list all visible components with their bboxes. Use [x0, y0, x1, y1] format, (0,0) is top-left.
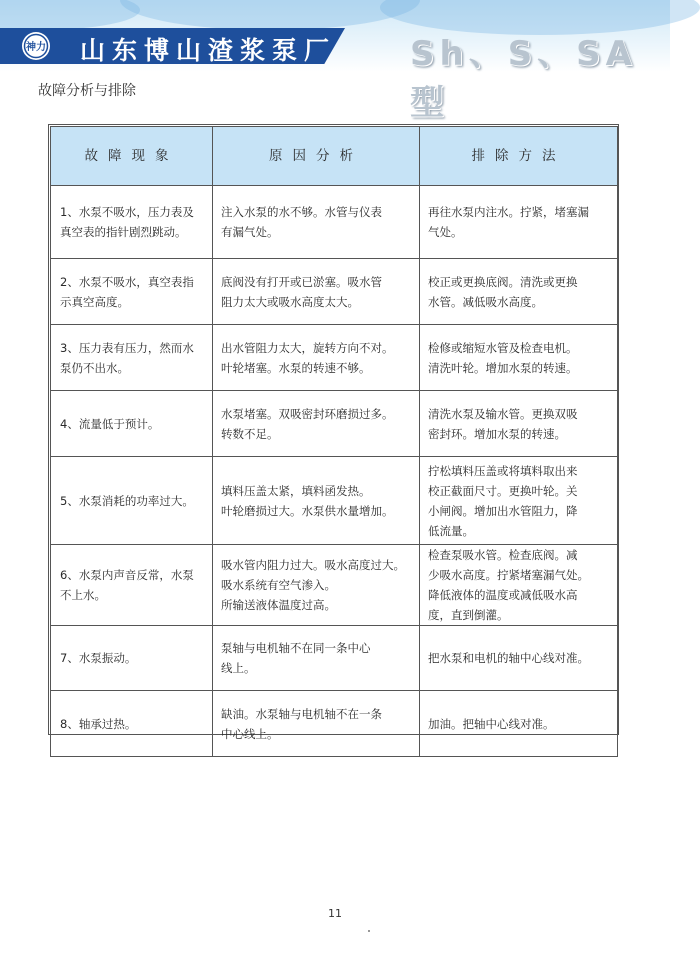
- cause-line: 注入水泵的水不够。水管与仪表: [221, 205, 382, 219]
- symptom-line: 8、轴承过热。: [60, 716, 137, 731]
- shenli-logo: [10, 30, 62, 62]
- pump-model-title: Sh、S、SA型: [410, 34, 637, 123]
- cause-line: 阻力太大或吸水高度太大。: [221, 294, 359, 309]
- symptom-cell: [51, 259, 213, 325]
- symptom-cell: [51, 691, 213, 757]
- remedy-line: 检修或缩短水管及检查电机。: [428, 340, 578, 355]
- symptom-cell: [51, 186, 213, 259]
- symptom-line: 5、水泵消耗的功率过大。: [60, 493, 194, 508]
- header-cause: 原因分析: [213, 127, 420, 186]
- cause-cell: [213, 391, 420, 457]
- cause-line: 吸水管内阻力过大。吸水高度过大。: [221, 558, 405, 572]
- symptom-line: 6、水泵内声音反常，水泵: [60, 568, 194, 582]
- symptom-line: 真空表的指针剧烈跳动。: [60, 225, 187, 239]
- remedy-cell: [420, 457, 618, 545]
- header-remedy: 排除方法: [420, 127, 618, 186]
- cause-line: 所输送液体温度过高。: [221, 598, 336, 612]
- symptom-line: 3、压力表有压力，然而水: [60, 340, 194, 355]
- table-row: [51, 186, 618, 259]
- symptom-line: 1、水泵不吸水，压力表及: [60, 205, 194, 219]
- symptom-cell: [51, 545, 213, 626]
- remedy-cell: [420, 325, 618, 391]
- remedy-line: 把水泵和电机的轴中心线对准。: [428, 651, 589, 665]
- cause-line: 缺油。水泵轴与电机轴不在一条: [221, 706, 382, 721]
- company-name: 山东博山渣浆泵厂: [80, 36, 337, 65]
- cause-line: 出水管阻力太大，旋转方向不对。: [221, 340, 394, 355]
- cause-cell: [213, 325, 420, 391]
- fault-analysis-table: [50, 126, 618, 757]
- print-speck: [368, 930, 370, 932]
- cause-line: 底阀没有打开或已淤塞。吸水管: [221, 274, 382, 289]
- cause-line: 叶轮堵塞。水泵的转速不够。: [221, 360, 371, 375]
- table-row: [51, 325, 618, 391]
- remedy-line: 拧松填料压盖或将填料取出来: [428, 463, 578, 478]
- table-body: [51, 186, 618, 757]
- header-symptom: 故障现象: [51, 127, 213, 186]
- remedy-line: 度，直到倒灌。: [428, 608, 509, 622]
- remedy-cell: [420, 626, 618, 691]
- logo-mark: 神力: [26, 42, 46, 53]
- remedy-line: 低流量。: [428, 523, 474, 538]
- section-title: 故障分析与排除: [38, 83, 136, 99]
- cause-line: 转数不足。: [221, 426, 279, 441]
- cause-line: 水泵堵塞。双吸密封环磨损过多。: [221, 406, 394, 421]
- table-row: [51, 626, 618, 691]
- symptom-cell: [51, 391, 213, 457]
- cause-line: 线上。: [221, 661, 256, 675]
- cause-line: 泵轴与电机轴不在同一条中心: [221, 641, 371, 655]
- symptom-cell: [51, 457, 213, 545]
- cause-cell: [213, 457, 420, 545]
- symptom-cell: [51, 325, 213, 391]
- table-row: [51, 545, 618, 626]
- cause-line: 吸水系统有空气渗入。: [221, 578, 336, 592]
- cause-line: 填料压盖太紧，填料函发热。: [221, 483, 371, 498]
- symptom-line: 7、水泵振动。: [60, 651, 137, 665]
- table-row: [51, 691, 618, 757]
- remedy-line: 清洗叶轮。增加水泵的转速。: [428, 360, 578, 375]
- cause-line: 有漏气处。: [221, 225, 279, 239]
- remedy-cell: [420, 186, 618, 259]
- remedy-line: 少吸水高度。拧紧堵塞漏气处。: [428, 568, 589, 582]
- cause-cell: [213, 545, 420, 626]
- remedy-line: 清洗水泵及输水管。更换双吸: [428, 406, 578, 421]
- remedy-line: 水管。减低吸水高度。: [428, 294, 543, 309]
- water-wave-decoration: [120, 0, 420, 30]
- cause-line: 叶轮磨损过大。水泵供水量增加。: [221, 503, 394, 518]
- cause-cell: [213, 691, 420, 757]
- table-header-row: [51, 127, 618, 186]
- remedy-line: 密封环。增加水泵的转速。: [428, 426, 566, 441]
- remedy-line: 校正截面尺寸。更换叶轮。关: [428, 483, 578, 498]
- remedy-line: 降低液体的温度或减低吸水高: [428, 588, 578, 602]
- symptom-line: 不上水。: [60, 588, 106, 602]
- remedy-line: 加油。把轴中心线对准。: [428, 716, 555, 731]
- cause-cell: [213, 626, 420, 691]
- remedy-line: 小闸阀。增加出水管阻力，降: [428, 503, 578, 518]
- cause-cell: [213, 259, 420, 325]
- cause-line: 中心线上。: [221, 726, 279, 741]
- remedy-line: 再往水泵内注水。拧紧，堵塞漏: [428, 205, 589, 219]
- symptom-line: 2、水泵不吸水，真空表指: [60, 274, 194, 289]
- symptom-line: 4、流量低于预计。: [60, 416, 160, 431]
- symptom-line: 示真空高度。: [60, 294, 129, 309]
- table-row: [51, 391, 618, 457]
- symptom-cell: [51, 626, 213, 691]
- water-wave-decoration: [0, 0, 140, 30]
- cause-cell: [213, 186, 420, 259]
- remedy-line: 校正或更换底阀。清洗或更换: [428, 274, 578, 289]
- remedy-line: 检查泵吸水管。检查底阀。减: [428, 548, 578, 562]
- page-number: 11: [328, 907, 342, 920]
- symptom-line: 泵仍不出水。: [60, 360, 129, 375]
- remedy-cell: [420, 259, 618, 325]
- table-row: [51, 457, 618, 545]
- table-row: [51, 259, 618, 325]
- remedy-cell: [420, 391, 618, 457]
- remedy-cell: [420, 545, 618, 626]
- remedy-cell: [420, 691, 618, 757]
- remedy-line: 气处。: [428, 225, 463, 239]
